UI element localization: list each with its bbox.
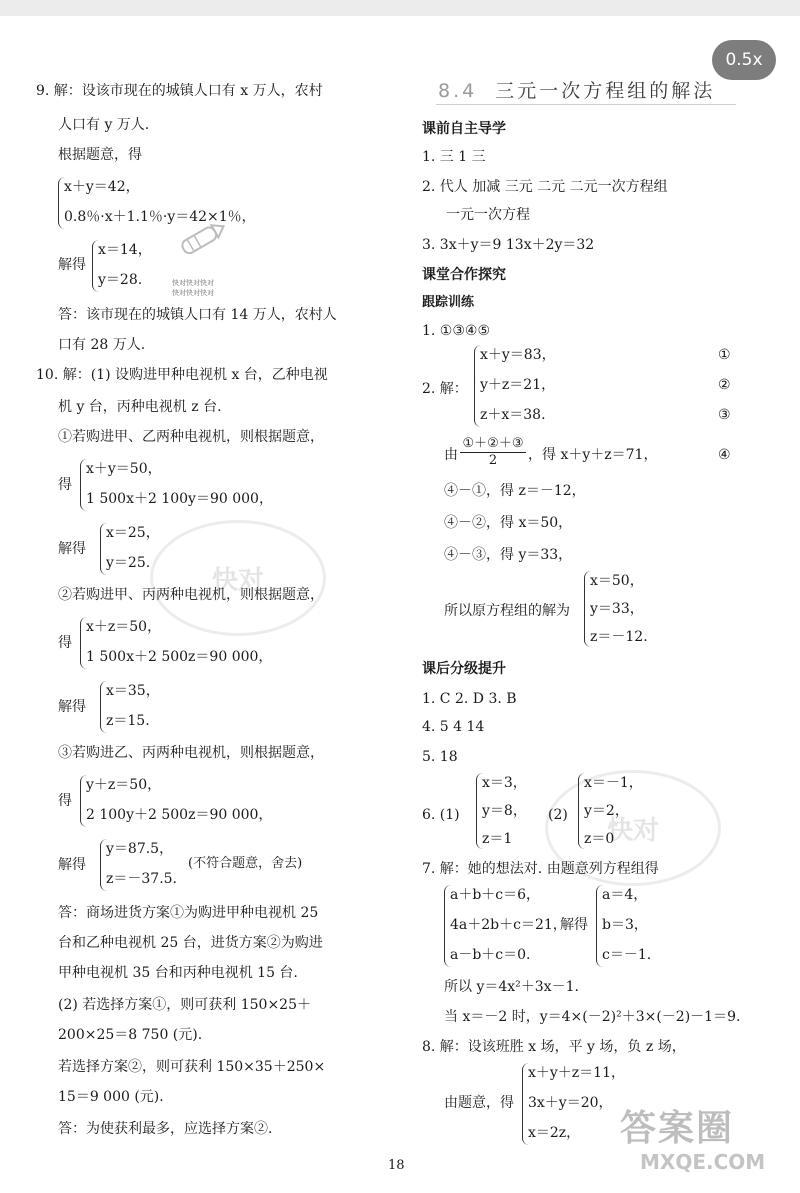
equation-line: a－b＋c＝0. (450, 947, 531, 963)
de-label: 得 (58, 477, 72, 493)
answer-line: 一元一次方程 (446, 207, 530, 223)
solve-label: 2. 解： (422, 381, 468, 397)
solution-label: 所以原方程组的解为 (444, 603, 570, 619)
answer-line: 甲种电视机 35 台和丙种电视机 15 台. (58, 965, 298, 981)
solution-line: y＝28. (98, 272, 143, 288)
equation-line: z＋x＝38. (480, 407, 546, 423)
watermark-stamp: 快对 (150, 520, 326, 636)
section-title: 8.4 三元一次方程组的解法 (438, 80, 716, 102)
solution-line: z＝－37.5. (106, 871, 177, 887)
equation-line: 1 500x＋2 100y＝90 000， (86, 491, 273, 507)
answer-line: 答：商场进货方案①为购进甲种电视机 25 (58, 905, 319, 921)
problem-9-line1: 9. 解：设该市现在的城镇人口有 x 万人，农村 (36, 83, 323, 99)
fraction-denominator: 2 (460, 452, 526, 469)
equation-line: 0.8％·x＋1.1％·y＝42×1％， (64, 209, 256, 225)
step-line: ④－②，得 x＝50， (444, 515, 573, 531)
equation-line: x＋y＝83， (480, 347, 556, 363)
answer-line: 答：该市现在的城镇人口有 14 万人，农村人 (58, 307, 337, 323)
step-line: ④－③，得 y＝33， (444, 547, 573, 563)
case-2-line: ②若购进甲、丙两种电视机，则根据题意， (58, 587, 324, 603)
equation-line: 2 100y＋2 500z＝90 000， (86, 807, 273, 823)
equation-line: a＋b＋c＝6， (450, 887, 541, 903)
equation-line: x＋z＝50， (86, 619, 162, 635)
answer-line: 当 x＝－2 时，y＝4×(－2)²＋3×(－2)－1＝9. (444, 1009, 741, 1025)
solution-line: b＝3， (602, 917, 648, 933)
answer-line: 口有 28 万人. (58, 337, 146, 353)
heading-class-explore: 课堂合作探究 (422, 267, 506, 283)
solution-line: a＝4， (602, 887, 648, 903)
answer-line: 4. 5 4 14 (422, 719, 485, 735)
answer-6-label: (2) (548, 807, 568, 823)
heading-after-class: 课后分级提升 (422, 661, 506, 677)
part-2-line: 200×25＝8 750 (元). (58, 1027, 203, 1043)
problem-10-line1: 10. 解：(1) 设购进甲种电视机 x 台，乙种电视 (36, 367, 328, 383)
solution-line: x＝3， (482, 775, 527, 791)
site-url-watermark: MXQE.COM (640, 1150, 766, 1174)
solution-line: z＝－12. (590, 629, 648, 645)
solution-line: y＝8， (482, 803, 527, 819)
zoom-badge[interactable]: 0.5x (712, 40, 776, 80)
equation-line: 3x＋y＝20， (528, 1095, 613, 1111)
case-1-line: ①若购进甲、乙两种电视机，则根据题意， (58, 429, 324, 445)
answer-line: 所以 y＝4x²＋3x－1. (444, 979, 579, 995)
solution-line: y＝87.5， (106, 841, 174, 857)
section-divider (436, 104, 736, 105)
answer-line: 7. 解：她的想法对. 由题意列方程组得 (422, 861, 659, 877)
heading-tracking-practice: 跟踪训练 (422, 295, 475, 310)
answer-line: 5. 18 (422, 749, 458, 765)
pencil-watermark-text: 快对快对快对 (172, 279, 214, 287)
problem-9-line3: 根据题意，得 (58, 147, 142, 163)
problem-10-line2: 机 y 台，丙种电视机 z 台. (58, 399, 222, 415)
equation-line: x＋y＝50， (86, 461, 162, 477)
answer-line: 1. C 2. D 3. B (422, 691, 517, 707)
solve-label: 解得 (58, 857, 86, 873)
solution-line: x＝50， (590, 573, 644, 589)
part-2-line: (2) 若选择方案①，则可获利 150×25＋ (58, 997, 311, 1013)
answer-line: 2. 代人 加减 三元 二元 二元一次方程组 (422, 179, 668, 195)
viewer-top-bar (0, 0, 800, 16)
solution-line: x＝25， (106, 525, 160, 541)
de-label: 得 (58, 635, 72, 651)
answer-line: 3. 3x＋y＝9 13x＋2y＝32 (422, 237, 595, 253)
solution-line: y＝25. (106, 555, 151, 571)
solution-line: x＝35， (106, 683, 160, 699)
page-number: 18 (388, 1158, 405, 1173)
rejected-note: (不符合题意，舍去) (188, 856, 303, 871)
equation-line: 4a＋2b＋c＝21， (450, 917, 567, 933)
equation-line: y＋z＝50， (86, 777, 162, 793)
equation-line: x＝2z， (528, 1125, 581, 1141)
problem-9-line2: 人口有 y 万人. (58, 117, 150, 133)
pencil-watermark-text: 快对快对快对 (172, 289, 214, 297)
solve-label: 解得 (58, 699, 86, 715)
case-3-line: ③若购进乙、丙两种电视机，则根据题意， (58, 745, 324, 761)
equation-line: y＋z＝21， (480, 377, 556, 393)
equation-line: x＋y＋z＝11， (528, 1065, 625, 1081)
solution-line: z＝1 (482, 831, 513, 847)
heading-pre-study: 课前自主导学 (422, 121, 506, 137)
solution-line: c＝－1. (602, 947, 652, 963)
watermark-stamp: 快对 (545, 770, 721, 886)
solution-line: x＝－1， (584, 775, 643, 791)
equation-line: x＋y＝42， (64, 179, 140, 195)
solution-line: z＝0 (584, 831, 615, 847)
answer-line: 1. 三 1 三 (422, 149, 486, 165)
fraction-numerator: ①＋②＋③ (462, 436, 524, 451)
solution-line: x＝14， (98, 242, 152, 258)
equation-marker: ① (718, 347, 731, 363)
answer-line: 8. 解：设该班胜 x 场，平 y 场，负 z 场， (422, 1039, 686, 1055)
step-line: ④－①，得 z＝－12， (444, 483, 586, 499)
part-2-line: 15＝9 000 (元). (58, 1089, 164, 1105)
solve-label: 由题意，得 (444, 1095, 514, 1111)
solution-line: y＝33， (590, 601, 644, 617)
solve-label: 解得 (560, 917, 588, 933)
solve-label: 解得 (58, 541, 86, 557)
part-2-line: 答：为使获利最多，应选择方案②. (58, 1121, 273, 1137)
equation-line: 1 500x＋2 500z＝90 000， (86, 649, 273, 665)
equation-marker: ② (718, 377, 731, 393)
fraction (460, 436, 526, 469)
part-2-line: 若选择方案②，则可获利 150×35＋250× (58, 1059, 326, 1075)
de-label: 得 (58, 793, 72, 809)
solution-line: y＝2， (584, 803, 629, 819)
answer-line: 1. ①③④⑤ (422, 323, 491, 339)
equation-line: ，得 x＋y＋z＝71， (528, 447, 658, 463)
site-watermark: 答案圈 (620, 1108, 735, 1149)
solution-line: z＝15. (106, 713, 150, 729)
you-label: 由 (444, 447, 458, 463)
answer-line: 台和乙种电视机 25 台，进货方案②为购进 (58, 935, 323, 951)
equation-marker: ③ (718, 407, 731, 423)
equation-marker: ④ (718, 447, 731, 463)
solve-label: 解得 (58, 257, 86, 273)
answer-6-label: 6. (1) (422, 807, 460, 823)
